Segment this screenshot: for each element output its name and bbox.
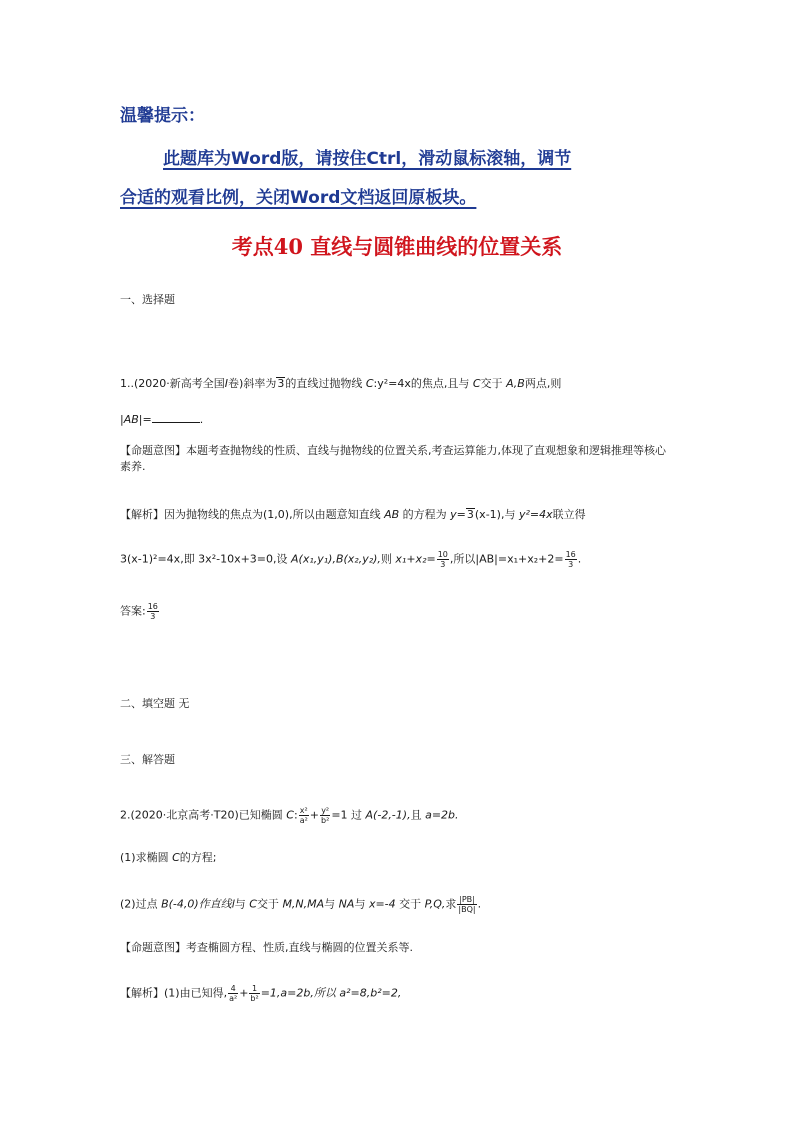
question-2: 2.(2020·北京高考·T20)已知椭圆 C: $\frac{\text{x²}}{\text{a²}}$ + $\frac{\text{y²}}{\text{b²}}$ =1 过 A(-2,-1),且 a=2b. — [120, 806, 459, 825]
section-choice: 一、选择题 — [120, 293, 175, 306]
fraction: $\frac{16}{3}$ — [565, 550, 576, 569]
question-1-blank-line: |AB|= . — [120, 413, 204, 426]
q1-intent: 【命题意图】本题考查抛物线的性质、直线与抛物线的位置关系,考查运算能力,体现了直观想象和逻辑推理等核心素养. — [120, 444, 666, 473]
tip-title: 温馨提示： — [120, 106, 205, 126]
q2-part-1: (1)求椭圆 C的方程; — [120, 851, 217, 864]
q2-part-2: (2)过点 B(-4,0)作直线l与 C交于 M,N,MA与 NA与 x=-4 交于 P,Q,求 $\frac{|PB|}{|BQ|}$ . — [120, 895, 482, 914]
q1-solution-line-1: 【解析】因为抛物线的焦点为(1,0),所以由题意知直线 AB 的方程为 y=3(x-1),与 y²=4x联立得 — [120, 508, 586, 521]
fraction: $\frac{1}{\text{b²}}$ — [250, 984, 259, 1003]
page-title: 考点40 直线与圆锥曲线的位置关系 — [231, 234, 563, 259]
question-1: 1..(2020·新高考全国I卷)斜率为3的直线过抛物线 C:y²=4x的焦点,且与 C交于 A,B两点,则 — [120, 377, 562, 390]
fraction: $\frac{|PB|}{|BQ|}$ — [458, 895, 476, 914]
q2-intent: 【命题意图】考查椭圆方程、性质,直线与椭圆的位置关系等. — [120, 941, 413, 954]
tip-line-1: 此题库为Word版，请按住Ctrl，滑动鼠标滚轴，调节 — [163, 149, 572, 169]
tip-line-2: 合适的观看比例，关闭Word文档返回原板块。 — [120, 188, 477, 208]
q1-answer: 答案: $\frac{16}{3}$ — [120, 602, 158, 621]
fraction: $\frac{\text{x²}}{\text{a²}}$ — [299, 806, 308, 825]
answer-blank — [152, 412, 200, 423]
q2-solution: 【解析】(1)由已知得, $\frac{4}{\text{a²}}$ + $\frac{1}{\text{b²}}$ =1,a=2b,所以 a²=8,b²=2, — [120, 984, 402, 1003]
section-fill: 二、填空题 无 — [120, 697, 190, 710]
fraction: $\frac{16}{3}$ — [147, 602, 158, 621]
fraction: $\frac{10}{3}$ — [437, 550, 448, 569]
section-answer: 三、解答题 — [120, 753, 175, 766]
q1-solution-line-2: 3(x-1)²=4x,即 3x²-10x+3=0,设 A(x₁,y₁),B(x₂,y₂),则 x₁+x₂= $\frac{10}{3}$ ,所以|AB|=x₁+x₂+2= $\frac{16}{3}$ . — [120, 550, 582, 569]
fraction: $\frac{4}{\text{a²}}$ — [229, 984, 238, 1003]
fraction: $\frac{\text{y²}}{\text{b²}}$ — [321, 806, 330, 825]
